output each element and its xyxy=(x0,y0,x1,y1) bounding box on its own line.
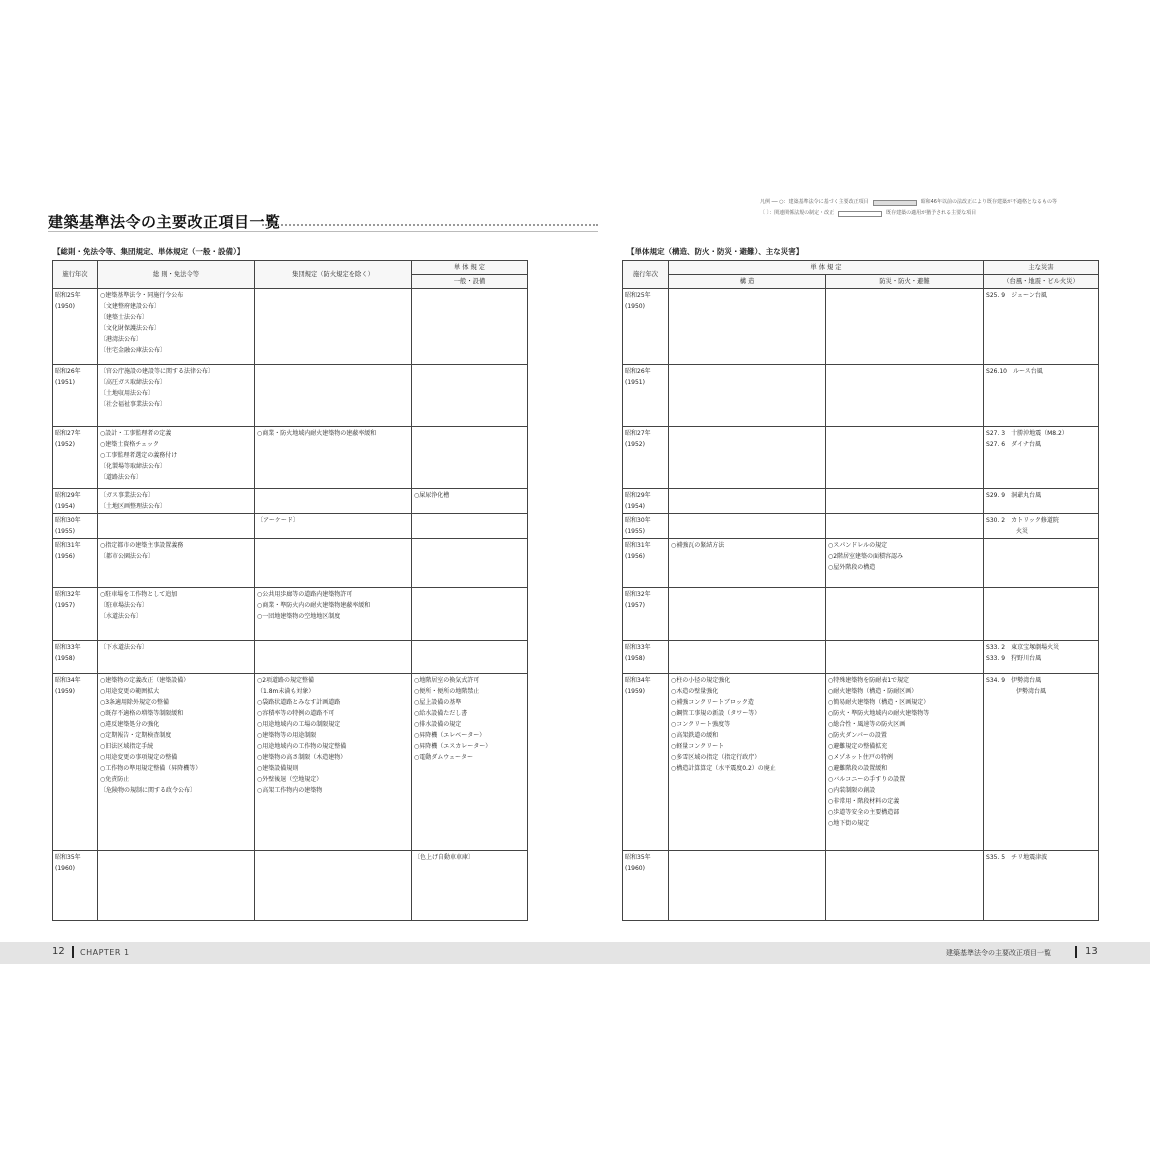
legend-text: 〔 〕：関連関係法規の制定・改正 xyxy=(760,210,835,216)
cell-line: 昭和31年 xyxy=(625,542,651,549)
table-cell xyxy=(412,514,528,539)
title-underline xyxy=(48,231,598,232)
table-cell xyxy=(53,641,98,674)
table-row xyxy=(53,641,528,674)
table-cell xyxy=(669,365,826,427)
table-cell xyxy=(826,674,984,851)
cell-line: 〔高圧ガス取締法公布〕 xyxy=(100,379,167,386)
table-cell xyxy=(412,427,528,489)
table-cell xyxy=(412,674,528,851)
table-row xyxy=(53,539,528,588)
cell-line: 火災 xyxy=(986,528,1029,535)
cell-line: (1958) xyxy=(625,655,645,662)
cell-line: ○総合性・風速等の防火区画 xyxy=(828,721,906,728)
table-row xyxy=(53,588,528,641)
table-cell xyxy=(98,588,255,641)
cell-line: 〔文化財保護法公布〕 xyxy=(100,325,161,332)
table-cell xyxy=(623,674,669,851)
table-row xyxy=(53,514,528,539)
table-cell xyxy=(53,514,98,539)
cell-line: ○メゾネット住戸の特例 xyxy=(828,754,893,761)
cell-line: 昭和25年 xyxy=(625,292,651,299)
table-cell xyxy=(98,514,255,539)
table-row xyxy=(53,289,528,365)
table-cell xyxy=(826,851,984,921)
cell-line: ○高架工作物内の建築物 xyxy=(257,787,323,794)
cell-line: ○構造計算算定（水平震度0.2）の廃止 xyxy=(671,765,776,772)
chapter-label: CHAPTER 1 xyxy=(80,948,130,957)
table-cell xyxy=(826,489,984,514)
cell-line: ○軽量コンクリート xyxy=(671,743,725,750)
cell-line: ○屋上設備の基準 xyxy=(414,699,462,706)
running-title: 建築基準法令の主要改正項目一覧 xyxy=(946,949,1051,957)
cell-line: ○スパンドレルの規定 xyxy=(828,542,888,549)
cell-line: 〔駐車場法公布〕 xyxy=(100,602,149,609)
cell-line: ○排水設備の規定 xyxy=(414,721,462,728)
table-row xyxy=(623,641,1099,674)
cell-line: ○旧法区域指定手続 xyxy=(100,743,154,750)
cell-line: ○昇降機（エスカレーター） xyxy=(414,743,492,750)
cell-line: 昭和33年 xyxy=(625,644,651,651)
cell-line: (1957) xyxy=(55,602,75,609)
cell-line: ○袋路状道路とみなす計画道路 xyxy=(257,699,341,706)
cell-line: 〔文建整府建設公布〕 xyxy=(100,303,161,310)
table-cell xyxy=(412,365,528,427)
legend xyxy=(760,197,1105,219)
cell-line: 昭和32年 xyxy=(55,591,81,598)
table-cell xyxy=(412,539,528,588)
cell-line: ○耐火建築物（構造・防耐区画） xyxy=(828,688,918,695)
cell-line: ○2項道路の規定整備 xyxy=(257,677,315,684)
cell-line: ○建築物の高さ制限（木造建物） xyxy=(257,754,347,761)
cell-line: (1959) xyxy=(55,688,75,695)
footer-divider xyxy=(72,946,74,958)
cell-line: 〔港湾法公布〕 xyxy=(100,336,143,343)
table-cell xyxy=(984,674,1099,851)
cell-line: 〔住宅金融公庫法公布〕 xyxy=(100,347,167,354)
cell-line: ○避難規定の整備拡充 xyxy=(828,743,888,750)
table-cell xyxy=(255,289,412,365)
cell-line: (1952) xyxy=(625,441,645,448)
table-cell xyxy=(98,427,255,489)
cell-line: ○給水設備ただし書 xyxy=(414,710,468,717)
cell-line: (1950) xyxy=(625,303,645,310)
cell-line: ○電動ダムウェーター xyxy=(414,754,473,761)
table-cell xyxy=(412,851,528,921)
cell-line: ○容積率等の特例の道路不可 xyxy=(257,710,335,717)
cell-line: ○指定都市の建築主事設置義務 xyxy=(100,542,184,549)
cell-line: 〔官公庁施設の建設等に関する法律公布〕 xyxy=(100,368,215,375)
cell-line: ○商業・防火地域内耐火建築物の建蔽率緩和 xyxy=(257,430,377,437)
table-cell xyxy=(255,674,412,851)
cell-line: ○防火ダンパーの設置 xyxy=(828,732,887,739)
cell-line: ○違反建築処分の強化 xyxy=(100,721,160,728)
cell-line: S30. 2 カトリック修道院 xyxy=(986,517,1059,524)
table-cell xyxy=(984,365,1099,427)
table-cell xyxy=(98,539,255,588)
cell-line: 〔土地収用法公布〕 xyxy=(100,390,155,397)
cell-line: ○建築設備規則 xyxy=(257,765,299,772)
header-year: 施行年次 xyxy=(623,261,669,289)
cell-line: ○商業・準防火内の耐火建築物建蔽率緩和 xyxy=(257,602,371,609)
cell-line: S33. 9 狩野川台風 xyxy=(986,655,1042,662)
table-cell xyxy=(669,588,826,641)
table-cell xyxy=(826,365,984,427)
table-cell xyxy=(98,289,255,365)
cell-line: ○便所・便所の地階禁止 xyxy=(414,688,480,695)
cell-line: 〔社会福祉事業法公布〕 xyxy=(100,401,167,408)
table-cell xyxy=(53,851,98,921)
table-row xyxy=(623,365,1099,427)
cell-line: (1950) xyxy=(55,303,75,310)
cell-line: ○定期報告・定期検査制度 xyxy=(100,732,172,739)
table-cell xyxy=(53,588,98,641)
cell-line: S35. 5 チリ地震津波 xyxy=(986,854,1048,861)
cell-line: ○建築士資格チェック xyxy=(100,441,160,448)
legend-text: 昭和46年以前の法改正により既存建築が不適格となるもの等 xyxy=(920,199,1057,205)
cell-line: ○内装制限の創設 xyxy=(828,787,876,794)
table-cell xyxy=(98,489,255,514)
table-cell xyxy=(255,641,412,674)
header-single: 単 体 規 定 xyxy=(412,261,528,275)
cell-line: 〔色上げ自動車車庫〕 xyxy=(414,854,475,861)
table-cell xyxy=(669,851,826,921)
cell-line: ○建築物等の用途制限 xyxy=(257,732,317,739)
table-cell xyxy=(669,539,826,588)
table-cell xyxy=(255,588,412,641)
table-row xyxy=(53,365,528,427)
table-row xyxy=(623,851,1099,921)
table-cell xyxy=(826,588,984,641)
table-cell xyxy=(984,539,1099,588)
cell-line: S26.10 ルース台風 xyxy=(986,368,1043,375)
left-page-number: 12 xyxy=(52,946,65,957)
table-cell xyxy=(412,588,528,641)
cell-line: ○バルコニーの手すりの設置 xyxy=(828,776,906,783)
cell-line: (1960) xyxy=(625,865,645,872)
cell-line: ○公共用歩廊等の道路内建築物許可 xyxy=(257,591,353,598)
cell-line: ○屋外階段の構造 xyxy=(828,564,876,571)
table-row xyxy=(53,674,528,851)
cell-line: 昭和34年 xyxy=(625,677,651,684)
cell-line: ○既存不適格の増築等制限緩和 xyxy=(100,710,184,717)
table-cell xyxy=(98,365,255,427)
table-cell xyxy=(984,427,1099,489)
legend-row xyxy=(760,197,1105,208)
table-cell xyxy=(98,674,255,851)
table-row xyxy=(623,514,1099,539)
cell-line: (1952) xyxy=(55,441,75,448)
table-cell xyxy=(669,427,826,489)
table-cell xyxy=(669,514,826,539)
table-cell xyxy=(826,641,984,674)
table-cell xyxy=(255,365,412,427)
cell-line: 昭和35年 xyxy=(55,854,81,861)
table-cell xyxy=(255,514,412,539)
header-general: 総 則・免法令等 xyxy=(98,261,255,289)
cell-line: ○地下街の規定 xyxy=(828,820,870,827)
cell-line: ○コンクリート強度等 xyxy=(671,721,731,728)
cell-line: ○昇降機（エレベーター） xyxy=(414,732,486,739)
table-cell xyxy=(826,427,984,489)
cell-line: ○用途地域内の工場の制限規定 xyxy=(257,721,341,728)
left-section-label: 【総則・免法令等、集団規定、単体規定（一般・設備）】 xyxy=(53,247,245,256)
cell-line: 昭和26年 xyxy=(625,368,651,375)
table-cell xyxy=(623,851,669,921)
cell-line: ○建築物の定義改正（建築設備） xyxy=(100,677,190,684)
cell-line: ○歩道等安全の主要構造部 xyxy=(828,809,900,816)
cell-line: 〔水道法公布〕 xyxy=(100,613,143,620)
cell-line: 昭和35年 xyxy=(625,854,651,861)
cell-line: 昭和27年 xyxy=(55,430,81,437)
cell-line: 昭和32年 xyxy=(625,591,651,598)
cell-line: 伊勢湾台風 xyxy=(986,688,1047,695)
cell-line: (1958) xyxy=(55,655,75,662)
cell-line: (1956) xyxy=(55,553,75,560)
table-cell xyxy=(669,674,826,851)
table-cell xyxy=(984,514,1099,539)
cell-line: (1959) xyxy=(625,688,645,695)
cell-line: ○高架鉄道の緩和 xyxy=(671,732,719,739)
table-cell xyxy=(53,289,98,365)
cell-line: ○補強瓦の緊結方法 xyxy=(671,542,725,549)
table-cell xyxy=(53,539,98,588)
title-dotted-rule xyxy=(262,224,598,226)
table-row xyxy=(53,851,528,921)
cell-line: 〔土地区画整理法公布〕 xyxy=(100,503,167,510)
cell-line: ○工作物の準用規定整備（昇降機等） xyxy=(100,765,202,772)
cell-line: ○工事監理者選定の義務付け xyxy=(100,452,178,459)
cell-line: ○防火・準防火地域内の耐火建築物等 xyxy=(828,710,930,717)
table-cell xyxy=(623,365,669,427)
legend-swatch xyxy=(873,200,917,206)
table-row xyxy=(53,427,528,489)
table-cell xyxy=(255,539,412,588)
cell-line: ○駐車場を工作物として追加 xyxy=(100,591,178,598)
cell-line: ○外壁後退（空地規定） xyxy=(257,776,323,783)
table-cell xyxy=(669,641,826,674)
cell-line: S27. 6 ダイナ台風 xyxy=(986,441,1041,448)
table-row xyxy=(623,539,1099,588)
cell-line: ○建築基準法令・同施行令公布 xyxy=(100,292,184,299)
cell-line: 昭和31年 xyxy=(55,542,81,549)
table-cell xyxy=(669,289,826,365)
table-cell xyxy=(53,674,98,851)
legend-text: 凡例 ── ○：建築基準法令に基づく主要改正項目 xyxy=(760,199,869,205)
right-table xyxy=(622,260,1099,921)
cell-line: ○用途変更の範囲拡大 xyxy=(100,688,160,695)
right-page-number: 13 xyxy=(1085,946,1098,957)
cell-line: ○木造の壁量強化 xyxy=(671,688,719,695)
cell-line: ○用途変更の事項規定の整備 xyxy=(100,754,178,761)
header-fire: 防災・防火・避難 xyxy=(826,275,984,289)
cell-line: 〔ガス事業法公布〕 xyxy=(100,492,155,499)
cell-line: ○設計・工事監理者の定義 xyxy=(100,430,172,437)
table-row xyxy=(623,674,1099,851)
cell-line: 〔道路法公布〕 xyxy=(100,474,143,481)
legend-text: 既存建築の適用が猶予される主要な項目 xyxy=(886,210,977,216)
header-group: 集団規定（防火規定を除く） xyxy=(255,261,412,289)
cell-line: 〔下水道法公布〕 xyxy=(100,644,149,651)
header-disaster: 主な災害 xyxy=(984,261,1099,275)
table-cell xyxy=(98,851,255,921)
cell-line: （1.8m未満も対象） xyxy=(257,688,315,695)
cell-line: ○免責防止 xyxy=(100,776,130,783)
table-cell xyxy=(984,289,1099,365)
cell-line: 昭和33年 xyxy=(55,644,81,651)
legend-swatch xyxy=(838,211,882,217)
cell-line: ○補強コンクリートブロック造 xyxy=(671,699,754,706)
table-cell xyxy=(826,289,984,365)
table-cell xyxy=(623,588,669,641)
footer-divider xyxy=(1075,946,1077,958)
table-cell xyxy=(623,514,669,539)
cell-line: 〔アーケード〕 xyxy=(257,517,299,524)
table-cell xyxy=(53,489,98,514)
cell-line: ○鋼管工事規の新設（タワー等） xyxy=(671,710,761,717)
cell-line: 〔危険物の規制に関する政令公布〕 xyxy=(100,787,197,794)
cell-line: ○2階居室建築の面積容認み xyxy=(828,553,904,560)
cell-line: 昭和29年 xyxy=(55,492,81,499)
table-cell xyxy=(623,289,669,365)
cell-line: S25. 9 ジェーン台風 xyxy=(986,292,1047,299)
table-row xyxy=(623,588,1099,641)
cell-line: 昭和34年 xyxy=(55,677,81,684)
table-row xyxy=(623,427,1099,489)
cell-line: ○多雪区域の指定（指定行政庁） xyxy=(671,754,761,761)
cell-line: 昭和26年 xyxy=(55,368,81,375)
header-year: 施行年次 xyxy=(53,261,98,289)
table-cell xyxy=(53,427,98,489)
cell-line: 昭和27年 xyxy=(625,430,651,437)
cell-line: (1960) xyxy=(55,865,75,872)
cell-line: (1951) xyxy=(625,379,645,386)
table-cell xyxy=(984,641,1099,674)
table-cell xyxy=(984,851,1099,921)
table-row xyxy=(623,489,1099,514)
cell-line: 〔都市公園法公布〕 xyxy=(100,553,155,560)
cell-line: (1955) xyxy=(625,528,645,535)
cell-line: ○避難階段の設置緩和 xyxy=(828,765,888,772)
left-table xyxy=(52,260,528,921)
cell-line: (1954) xyxy=(625,503,645,510)
table-cell xyxy=(984,489,1099,514)
table-cell xyxy=(984,588,1099,641)
cell-line: S33. 2 東京宝塚劇場火災 xyxy=(986,644,1060,651)
table-cell xyxy=(623,427,669,489)
page-title: 建築基準法令の主要改正項目一覧 xyxy=(48,213,281,231)
cell-line: ○柱の小径の規定強化 xyxy=(671,677,731,684)
cell-line: ○非常用・階段材料の定義 xyxy=(828,798,900,805)
table-cell xyxy=(255,427,412,489)
cell-line: (1954) xyxy=(55,503,75,510)
table-cell xyxy=(623,641,669,674)
table-cell xyxy=(53,365,98,427)
cell-line: S27. 3 十勝沖地震（M8.2） xyxy=(986,430,1068,437)
cell-line: ○用途地域内の工作物の規定整備 xyxy=(257,743,347,750)
table-row xyxy=(53,489,528,514)
table-cell xyxy=(412,489,528,514)
table-row xyxy=(623,289,1099,365)
cell-line: (1955) xyxy=(55,528,75,535)
cell-line: 〔建築士法公布〕 xyxy=(100,314,149,321)
table-cell xyxy=(412,289,528,365)
table-cell xyxy=(255,851,412,921)
cell-line: 昭和30年 xyxy=(55,517,81,524)
cell-line: (1957) xyxy=(625,602,645,609)
table-cell xyxy=(826,514,984,539)
cell-line: ○地階居室の換気式許可 xyxy=(414,677,480,684)
cell-line: ○一団地建築物の空地地区制度 xyxy=(257,613,341,620)
table-cell xyxy=(412,641,528,674)
header-single-sub: 一般・設備 xyxy=(412,275,528,289)
header-single: 単 体 規 定 xyxy=(669,261,984,275)
cell-line: ○屎尿浄化槽 xyxy=(414,492,450,499)
cell-line: 昭和25年 xyxy=(55,292,81,299)
cell-line: S34. 9 伊勢湾台風 xyxy=(986,677,1042,684)
cell-line: (1951) xyxy=(55,379,75,386)
table-cell xyxy=(98,641,255,674)
header-disaster-sub: （台風・地震・ビル火災） xyxy=(984,275,1099,289)
cell-line: (1956) xyxy=(625,553,645,560)
table-cell xyxy=(826,539,984,588)
cell-line: 〔化製場等取締法公布〕 xyxy=(100,463,167,470)
table-cell xyxy=(623,539,669,588)
legend-row xyxy=(760,208,1105,219)
header-structure: 構 造 xyxy=(669,275,826,289)
table-cell xyxy=(255,489,412,514)
cell-line: ○3条適用除外規定の整備 xyxy=(100,699,170,706)
table-cell xyxy=(669,489,826,514)
cell-line: ○特殊建築物を防耐表1で規定 xyxy=(828,677,910,684)
cell-line: 昭和30年 xyxy=(625,517,651,524)
cell-line: ○簡易耐火建築物（構造・区画規定） xyxy=(828,699,930,706)
cell-line: S29. 9 洞爺丸台風 xyxy=(986,492,1042,499)
cell-line: 昭和29年 xyxy=(625,492,651,499)
table-cell xyxy=(623,489,669,514)
right-section-label: 【単体規定（構造、防火・防災・避難）、主な災害】 xyxy=(627,247,804,256)
